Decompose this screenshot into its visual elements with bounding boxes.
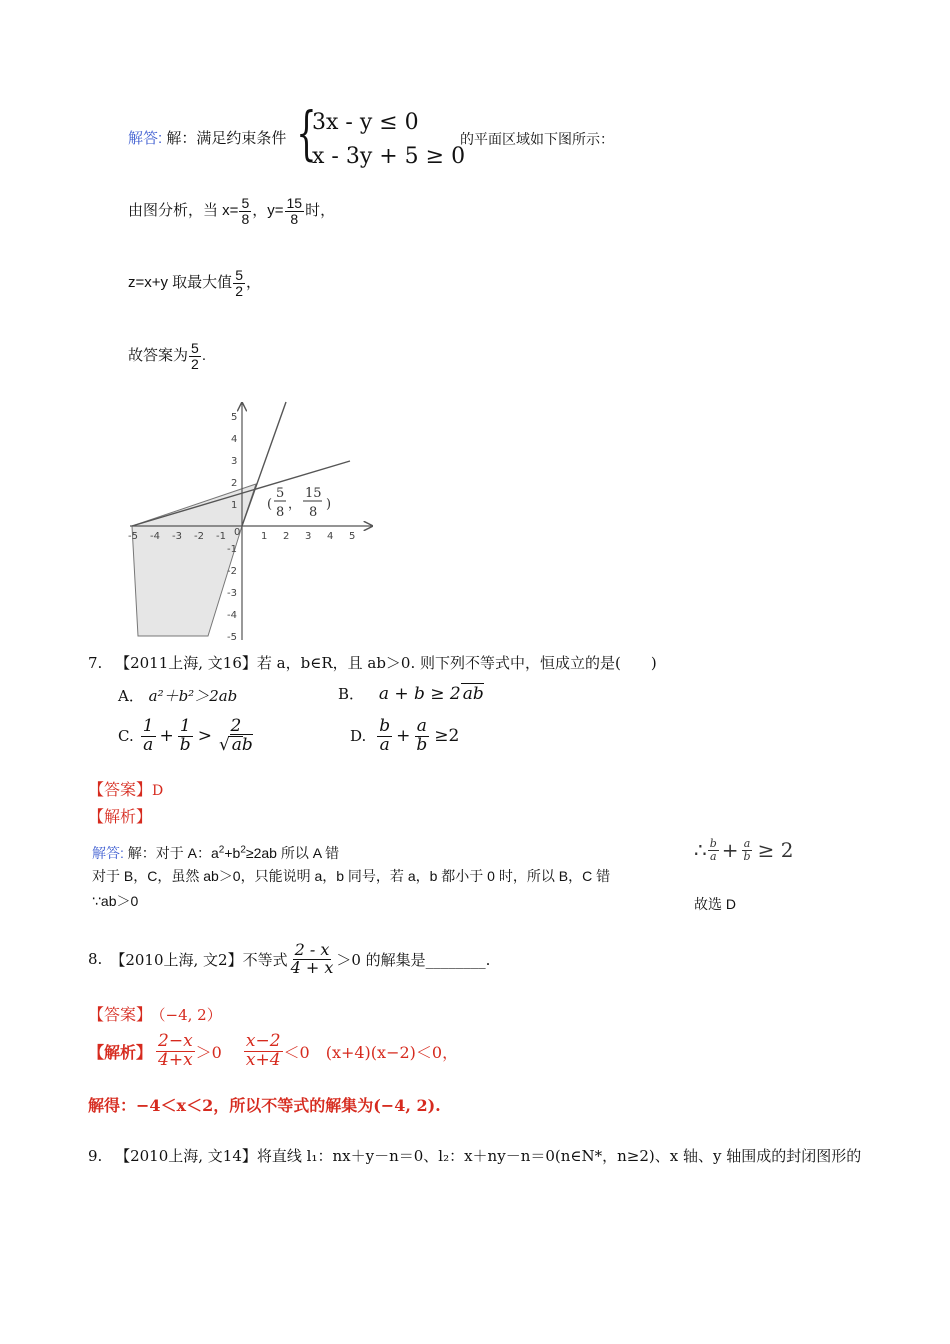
option-c[interactable]: C. $\frac{1}{a}$ + $\frac{1}{b}$ > $\frac{2}{√ ab}$ <box>118 716 253 755</box>
svg-text:(: ( <box>267 497 273 512</box>
constraint-2: x - 3y + 5 ≥ 0 <box>312 144 466 169</box>
x-fraction: $\frac{5}{8}$ <box>241 195 250 227</box>
answer-fraction: $\frac{5}{2}$ <box>191 340 199 372</box>
question-text: 不等式 <box>242 950 288 969</box>
question-9-stem <box>88 1145 861 1166</box>
z-prefix: z=x+y 取最大值 <box>128 274 233 292</box>
question-8-stem <box>88 942 490 977</box>
svg-text:15: 15 <box>305 486 322 501</box>
x-tick: 2 <box>283 531 290 542</box>
x-tick: 3 <box>305 531 312 542</box>
option-b[interactable]: B． a + b ≥ 2 ab <box>338 684 484 704</box>
svg-text:5: 5 <box>276 486 285 501</box>
z-fraction: $\frac{5}{2}$ <box>235 267 243 299</box>
answer-prefix: 故答案为 <box>128 347 189 365</box>
y-tick: -1 <box>227 544 237 555</box>
constraint-1: 3x - y ≤ 0 <box>312 110 419 135</box>
answer-7 <box>88 777 163 800</box>
solution-label: 解答: <box>92 845 124 861</box>
y-tick: 5 <box>231 412 238 423</box>
feasible-region-graph <box>110 395 380 650</box>
question-number: 9. <box>88 1147 103 1165</box>
analysis-prefix: 由图分析，当 x= <box>128 202 239 220</box>
option-d[interactable]: D. $\frac{b}{a}$ + $\frac{a}{b}$ ≥2 <box>350 716 460 755</box>
analysis-tag-7: 【解析】 <box>88 807 153 826</box>
answer-tag: 【答案】 <box>88 1005 153 1024</box>
answer-8 <box>88 1002 222 1025</box>
question-source: 【2010上海, 文14】 <box>115 1147 257 1165</box>
svg-text:8: 8 <box>276 505 285 520</box>
y-tick: -3 <box>227 588 237 599</box>
answer-tag: 【答案】 <box>88 780 153 799</box>
y-fraction: $\frac{15}{8}$ <box>286 195 303 227</box>
question-text: 若 a，b∈R，且 ab＞0. 则下列不等式中，恒成立的是( ) <box>256 654 657 672</box>
x-tick: -5 <box>128 531 138 542</box>
question-source: 【2010上海, 文2】 <box>110 950 243 969</box>
question-number: 8. <box>88 950 103 969</box>
left-brace: { <box>296 99 317 167</box>
analysis-8: 【解析】 $\frac{2-x}{4+x}$ ＞0 $\frac{x-2}{x+4}$ ＜0 (x+4)(x−2)＜0， <box>88 1031 459 1070</box>
solution-after-text: 的平面区域如下图所示： <box>460 131 614 147</box>
question-text: 将直线 l₁：nx＋y－n＝0、l₂：x＋ny－n＝0(n∈N*，n≥2)、x 轴、y 轴围成的封闭图形的 <box>256 1147 862 1165</box>
y-tick: 1 <box>231 500 238 511</box>
question-text-tail: ＞0 的解集是________. <box>336 950 491 969</box>
question-7-stem <box>88 652 657 673</box>
y-tick: -5 <box>227 632 237 643</box>
x-tick: 4 <box>327 531 334 542</box>
max-value-line: z=x+y 取最大值 $\frac{5}{2}$ ， <box>128 267 261 299</box>
solution-7-line3: ∵ab＞0 <box>92 893 139 909</box>
solution-intro-text: 解：满足约束条件 <box>166 130 287 147</box>
analysis-line <box>128 196 335 226</box>
y-tick: -4 <box>227 610 237 621</box>
question-8-fraction: $\frac{2 - x}{4 + x}$ <box>290 940 334 977</box>
option-a[interactable]: A． a²＋b²＞2ab <box>118 687 238 705</box>
solution-7-line1: 解答: 解：对于 A：$a^2+b^2\ge 2ab$ 所以 A 错 <box>92 844 340 861</box>
svg-text:，: ， <box>288 497 302 512</box>
intersection-label <box>267 486 331 520</box>
x-tick: -3 <box>172 531 182 542</box>
question-number: 7. <box>88 654 103 672</box>
analysis-suffix: 时， <box>305 202 336 220</box>
y-tick: 4 <box>231 434 238 445</box>
answer-line-6: 故答案为 $\frac{5}{2}$ . <box>128 340 206 372</box>
y-tick: 3 <box>231 456 238 467</box>
answer-value: D <box>152 783 164 799</box>
x-tick: -2 <box>194 531 204 542</box>
question-source: 【2011上海, 文16】 <box>115 654 257 672</box>
solution-7-conclusion: 故选 D <box>694 896 736 912</box>
y-tick: -2 <box>227 566 237 577</box>
y-prefix: ，y= <box>252 202 284 220</box>
solution-7-conclusion-formula: ∴ $\frac{b}{a}$ + $\frac{a}{b}$ ≥ 2 <box>694 837 794 863</box>
svg-text:8: 8 <box>309 505 318 520</box>
constraint-lines <box>312 106 465 174</box>
solution-8: 解得：−4＜x＜2，所以不等式的解集为(−4, 2). <box>88 1096 441 1115</box>
svg-text:): ) <box>326 497 332 512</box>
answer-value: （−4, 2） <box>158 1006 222 1024</box>
x-tick: -1 <box>216 531 226 542</box>
x-tick: 1 <box>261 531 268 542</box>
origin-label: 0 <box>234 527 241 538</box>
analysis-tag: 【解析】 <box>88 1042 153 1062</box>
x-tick: 5 <box>349 531 356 542</box>
solution-7-line2: 对于 B，C，虽然 ab＞0，只能说明 a，b 同号，若 a，b 都小于 0 时，所以 B，C 错 <box>92 868 611 884</box>
solution-label: 解答: <box>128 130 163 147</box>
x-tick: -4 <box>150 531 160 542</box>
y-tick: 2 <box>231 478 238 489</box>
solution-intro-line <box>128 127 286 148</box>
